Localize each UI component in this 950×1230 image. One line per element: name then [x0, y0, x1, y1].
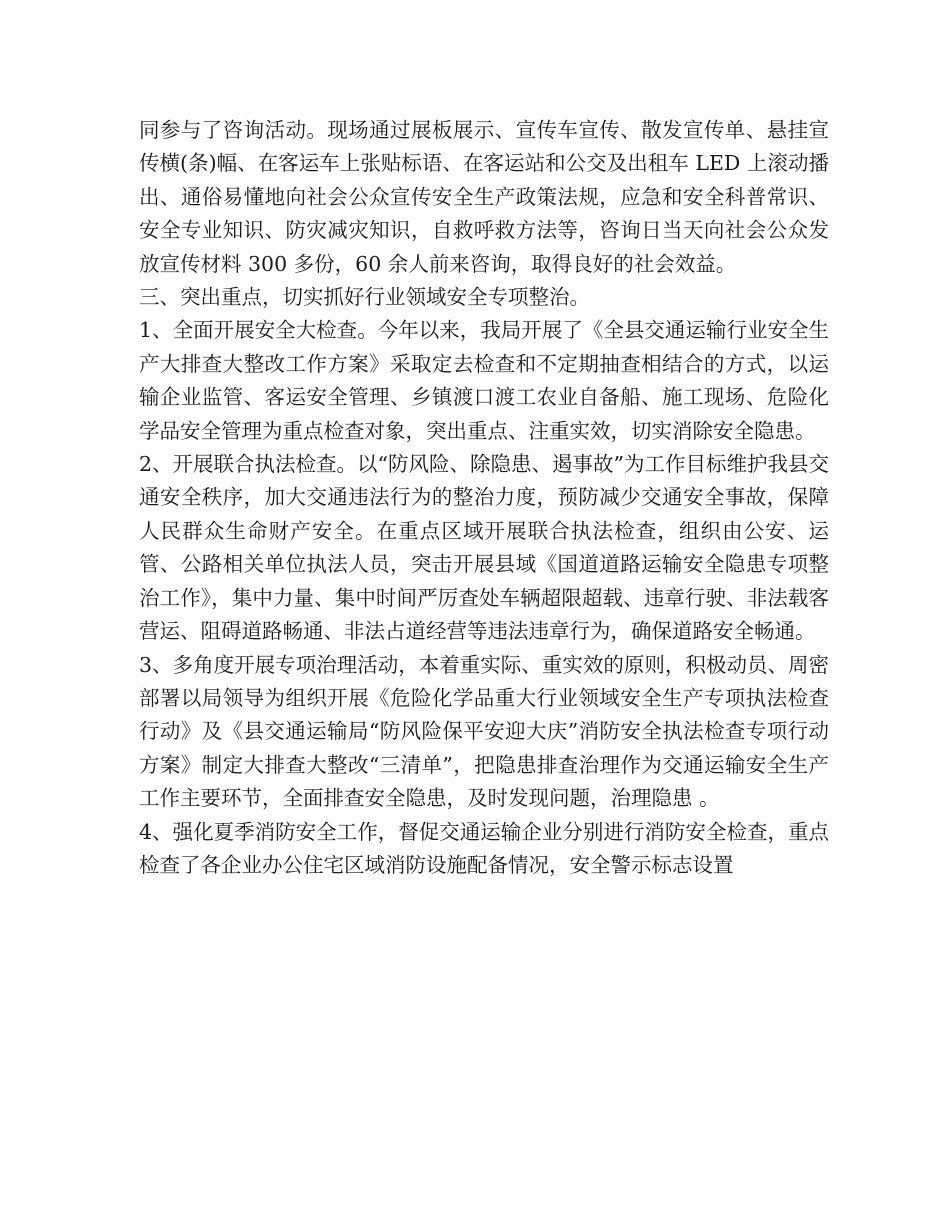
paragraph-item-1-safety-inspection: 1、全面开展安全大检查。今年以来，我局开展了《全县交通运输行业安全生产大排查大整改工作方案》采取定去检查和不定期抽查相结合的方式，以运输企业监管、客运安全管理、乡镇渡口渡工农业自备船、施工现场、危险化学品安全管理为重点检查对象，突出重点、注重实效，切实消除安全隐患。: [139, 318, 829, 443]
paragraph-item-4-fire-safety: 4、强化夏季消防安全工作，督促交通运输企业分别进行消防安全检查，重点检查了各企业办公住宅区域消防设施配备情况，安全警示标志设置: [139, 819, 829, 877]
section-heading-three: 三、突出重点，切实抓好行业领域安全专项整治。: [139, 285, 590, 310]
paragraph-publicity-activities: 同参与了咨询活动。现场通过展板展示、宣传车宣传、散发宣传单、悬挂宣传横(条)幅、在客运车上张贴标语、在客运站和公交及出租车 LED 上滚动播出、通俗易懂地向社会公众宣传安全生产政策法规，应急和安全科普常识、安全专业知识、防灾减灾知识，自救呼救方法等，咨询日当天向社会公众发放宣传材料 300 多份，60 余人前来咨询，取得良好的社会效益。: [139, 118, 829, 276]
document-body: [139, 114, 829, 882]
paragraph-item-3-special-governance: 3、多角度开展专项治理活动，本着重实际、重实效的原则，积极动员、周密部署以局领导为组织开展《危险化学品重大行业领域安全生产专项执法检查行动》及《县交通运输局“防风险保平安迎大庆”消防安全执法检查专项行动方案》制定大排查大整改“三清单”，把隐患排查治理作为交通运输安全生产工作主要环节，全面排查安全隐患，及时发现问题，治理隐患 。: [139, 652, 829, 811]
paragraph-item-2-joint-enforcement: 2、开展联合执法检查。以“防风险、除隐患、遏事故”为工作目标维护我县交通安全秩序，加大交通违法行为的整治力度，预防减少交通安全事故，保障人民群众生命财产安全。在重点区域开展联合执法检查，组织由公安、运管、公路相关单位执法人员，突击开展县域《国道道路运输安全隐患专项整治工作》，集中力量、集中时间严厉查处车辆超限超载、违章行驶、非法载客营运、阻碍道路畅通、非法占道经营等违法违章行为，确保道路安全畅通。: [139, 452, 830, 644]
